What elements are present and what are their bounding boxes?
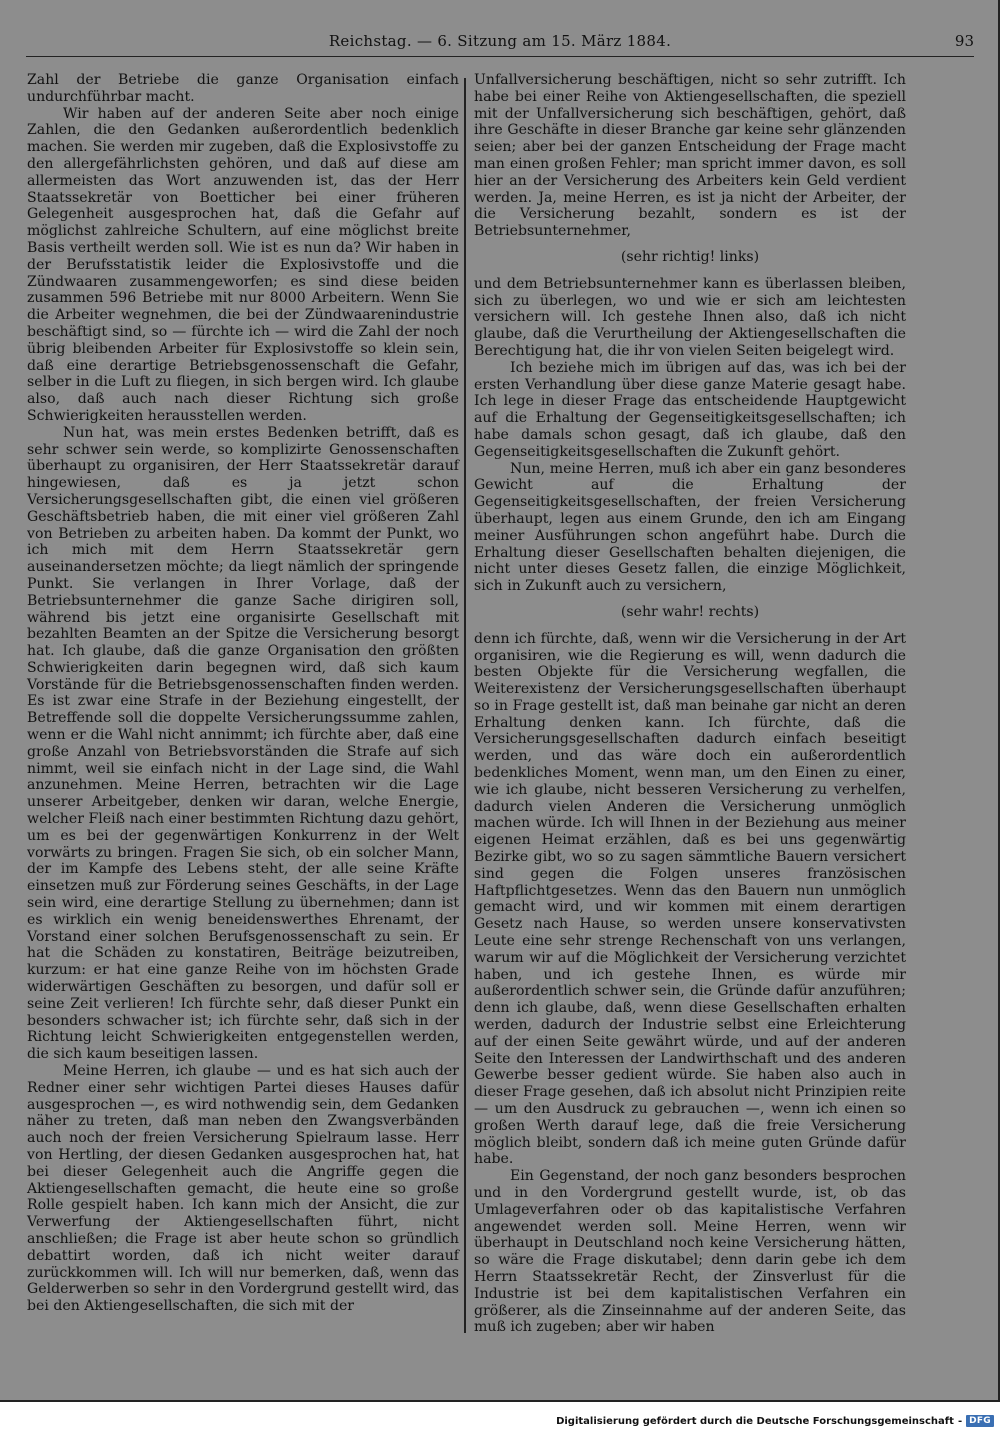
- right-column: [474, 72, 906, 1336]
- page-header: [26, 32, 974, 57]
- footer-text: Digitalisierung gefördert durch die Deutsche Forschungsgemeinschaft: [556, 1415, 954, 1427]
- footer-separator: -: [957, 1415, 963, 1427]
- paragraph: Wir haben auf der anderen Seite aber noch einige Zahlen, die den Gedanken außerordentlich bedenklich machen. Sie werden mir zugeben, daß die Explosivstoffe zu den allergefährlichsten gehören, und daß auf diese am allermeisten das Wort anzuwenden ist, das der Herr Staatssekretär von Boetticher bei einer früheren Gelegenheit ausgesprochen hat, daß die Gefahr auf möglichst zahlreiche Schultern, auf eine möglichst breite Basis vertheilt werden soll. Wie ist es nun da? Wir haben in der Berufsstatistik leider die Explosivstoffe und die Zündwaaren zusammengeworfen; es sind diese beiden zusammen 596 Betriebe mit nur 8000 Arbeitern. Wenn Sie die Arbeiter wegnehmen, die bei der Zündwaarenindustrie beschäftigt sind, so — fürchte ich — wird die Zahl der noch übrig bleibenden Arbeiter für Explosivstoffe so klein sein, daß eine derartige Betriebsgenossenschaft die Gefahr, selber in die Luft zu fliegen, in sich bergen wird. Ich glaube also, daß auch nach dieser Richtung sich große Schwierigkeiten herausstellen werden.: [27, 105, 459, 424]
- paragraph: Unfallversicherung beschäftigen, nicht so sehr zutrifft. Ich habe bei einer Reihe von Aktiengesellschaften, die speziell mit der Unfallversicherung sich beschäftigen, gehört, daß ihre Geschäfte in dieser Branche gar keine sehr glänzenden seien; aber bei der ganzen Entscheidung der Frage macht man einen großen Fehler; man spricht immer davon, es soll hier an der Versicherung des Arbeiters kein Geld verdient werden. Ja, meine Herren, es ist ja nicht der Arbeiter, der die Versicherung bezahlt, sondern es ist der Betriebsunternehmer,: [474, 72, 906, 240]
- paragraph: Nun hat, was mein erstes Bedenken betrifft, daß es sehr schwer sein werde, so komplizirte Genossenschaften überhaupt zu organisiren, der Herr Staatssekretär darauf hingewiesen, daß es ja jetzt schon Versicherungsgesellschaften gibt, die einen viel größeren Geschäftsbetrieb haben, die mit einer viel größeren Zahl von Betrieben zu arbeiten haben. Da kommt der Punkt, wo ich mich mit dem Herrn Staatssekretär gern auseinandersetzen möchte; da liegt nämlich der springende Punkt. Sie verlangen in Ihrer Vorlage, daß der Betriebsunternehmer die ganze Sache dirigiren soll, während bis jetzt eine organisirte Gesellschaft mit bezahlten Beamten an der Spitze die Versicherung besorgt hat. Ich glaube, daß die ganze Organisation den größten Schwierigkeiten darin begegnen wird, daß sich kaum Vorstände für die Betriebsgenossenschaften finden werden. Es ist zwar eine Strafe in der Beziehung eingestellt, der Betreffende soll die doppelte Versicherungssumme zahlen, wenn er die Wahl nicht annimmt; ich fürchte aber, daß eine große Anzahl von Betriebsvorständen die Strafe auf sich nimmt, weil sie einfach nicht in der Lage sind, die Wahl anzunehmen. Meine Herren, betrachten wir die Lage unserer Arbeitgeber, denken wir daran, welche Energie, welcher Fleiß nach einer bestimmten Richtung dazu gehört, um es bei der gegenwärtigen Konkurrenz in der Welt vorwärts zu bringen. Fragen Sie sich, ob ein solcher Mann, der im Kampfe des Lebens steht, der alle seine Kräfte einsetzen muß zur Förderung seines Geschäfts, in der Lage sein wird, eine derartige Stellung zu übernehmen; dann ist es wirklich ein wenig beneidenswerthes Ehrenamt, der Vorstand einer solchen Berufsgenossenschaft zu sein. Er hat die Schäden zu konstatiren, Beiträge beizutreiben, kurzum: er hat eine ganze Reihe von im höchsten Grade widerwärtigen Geschäften zu besorgen, und dafür soll er seine Zeit verlieren! Ich fürchte sehr, daß dieser Punkt ein besonders schwacher ist; ich fürchte sehr, daß sich in der Richtung leicht Schwierigkeiten entgegenstellen werden, die sich kaum beseitigen lassen.: [27, 424, 459, 1063]
- paragraph: Ich beziehe mich im übrigen auf das, was ich bei der ersten Verhandlung über diese ganze Materie gesagt habe. Ich lege in dieser Frage das entscheidende Hauptgewicht auf die Erhaltung der Gegenseitigkeitsgesellschaften; ich habe damals schon gesagt, daß ich glaube, daß den Gegenseitigkeitsgesellschaften die Zukunft gehört.: [474, 359, 906, 460]
- left-column: [27, 72, 459, 1315]
- paragraph: Nun, meine Herren, muß ich aber ein ganz besonderes Gewicht auf die Erhaltung der Gegenseitigkeitsgesellschaften, der freien Versicherung überhaupt, legen aus einem Grunde, den ich am Eingang meiner Ausführungen schon angeführt habe. Durch die Erhaltung dieser Gesellschaften behalten diejenigen, die nicht unter dieses Gesetz fallen, die einzige Möglichkeit, sich in Zukunft auch zu versichern,: [474, 460, 906, 595]
- paragraph: Meine Herren, ich glaube — und es hat sich auch der Redner einer sehr wichtigen Partei dieses Hauses dafür ausgesprochen —, es wird nothwendig sein, dem Gedanken näher zu treten, daß man neben den Zwangsverbänden auch noch der freien Versicherung Spielraum lasse. Herr von Hertling, der diesen Gedanken ausgesprochen hat, hat bei dieser Gelegenheit auch die Angriffe gegen die Aktiengesellschaften gemacht, die heute eine so große Rolle gespielt haben. Ich kann mich der Ansicht, die zur Verwerfung der Aktiengesellschaften führt, nicht anschließen; die Frage ist aber heute schon so gründlich debattirt worden, daß ich nicht weiter darauf zurückkommen will. Ich will nur bemerken, daß, wenn das Gelderwerben so sehr in den Vordergrund gestellt wird, das bei den Aktiengesellschaften, die sich mit der: [27, 1063, 459, 1315]
- page-header-title: Reichstag. — 6. Sitzung am 15. März 1884.: [328, 32, 672, 50]
- dfg-logo[interactable]: DFG: [966, 1415, 994, 1427]
- paragraph: denn ich fürchte, daß, wenn wir die Versicherung in der Art organisiren, wie die Regierung es will, wenn dadurch die besten Objekte für die Versicherung wegfallen, die Weiterexistenz der Versicherungsgesellschaften überhaupt so in Frage gestellt ist, daß man beinahe gar nicht an deren Erhaltung denken kann. Ich fürchte, daß die Versicherungsgesellschaften dadurch einfach beseitigt werden, und das wäre doch ein außerordentlich bedenkliches Moment, wenn man, um den Einen zu einer, wie ich glaube, nicht besseren Versicherung zu verhelfen, dadurch vielen Anderen die Versicherung unmöglich machen würde. Ich will Ihnen in der Beziehung aus meiner eigenen Heimat erzählen, daß es bei uns gegenwärtig Bezirke gibt, wo so zu sagen sämmtliche Bauern versichert sind gegen die Folgen unseres französischen Haftpflichtgesetzes. Wenn das den Bauern nun unmöglich gemacht wird, und wir kommen mit einem derartigen Gesetz nach Hause, so werden unsere konservativsten Leute eine sehr strenge Rechenschaft von uns verlangen, warum wir auf die Möglichkeit der Versicherung verzichtet haben, und ich gestehe Ihnen, es würde mir außerordentlich schwer sein, die Gründe dafür anzuführen; denn ich glaube, daß, wenn diese Gesellschaften erhalten werden, dadurch der Industrie selbst eine Erleichterung auf der einen Seite gewährt würde, und auf der anderen Seite den Interessen der Landwirthschaft und des anderen Gewerbe besser gedient würde. Sie haben also auch in dieser Frage gesehen, daß ich absolut nicht Prinzipien reite — um den Ausdruck zu gebrauchen —, wenn ich einen so großen Werth darauf lege, daß die freie Versicherung möglich bleibt, sondern daß ich meine guten Gründe dafür habe.: [474, 630, 906, 1168]
- paragraph: Zahl der Betriebe die ganze Organisation einfach undurchführbar macht.: [27, 72, 459, 105]
- footer: [556, 1413, 994, 1429]
- interjection-note: (sehr richtig! links): [620, 248, 760, 265]
- interjection-note: (sehr wahr! rechts): [620, 603, 760, 620]
- page-number: 93: [954, 32, 974, 50]
- paragraph: und dem Betriebsunternehmer kann es überlassen bleiben, sich zu überlegen, wo und wie er sich am leichtesten versichern will. Ich gestehe Ihnen also, daß ich nicht glaube, daß die Verurtheilung der Aktiengesellschaften die Berechtigung hat, die ihr von vielen Seiten beigelegt wird.: [474, 275, 906, 359]
- column-divider: [464, 78, 466, 1333]
- paragraph: Ein Gegenstand, der noch ganz besonders besprochen und in den Vordergrund gestellt wurde, ist, ob das Umlageverfahren oder ob das kapitalistische Verfahren angewendet werden soll. Meine Herren, wenn wir überhaupt in Deutschland noch keine Versicherung hätten, so wäre die Frage diskutabel; denn darin gebe ich dem Herrn Staatssekretär Recht, der Zinsverlust für die Industrie ist bei dem kapitalistischen Verfahren ein größerer, als die Zinseinnahme auf der anderen Seite, das muß ich zugeben; aber wir haben: [474, 1168, 906, 1336]
